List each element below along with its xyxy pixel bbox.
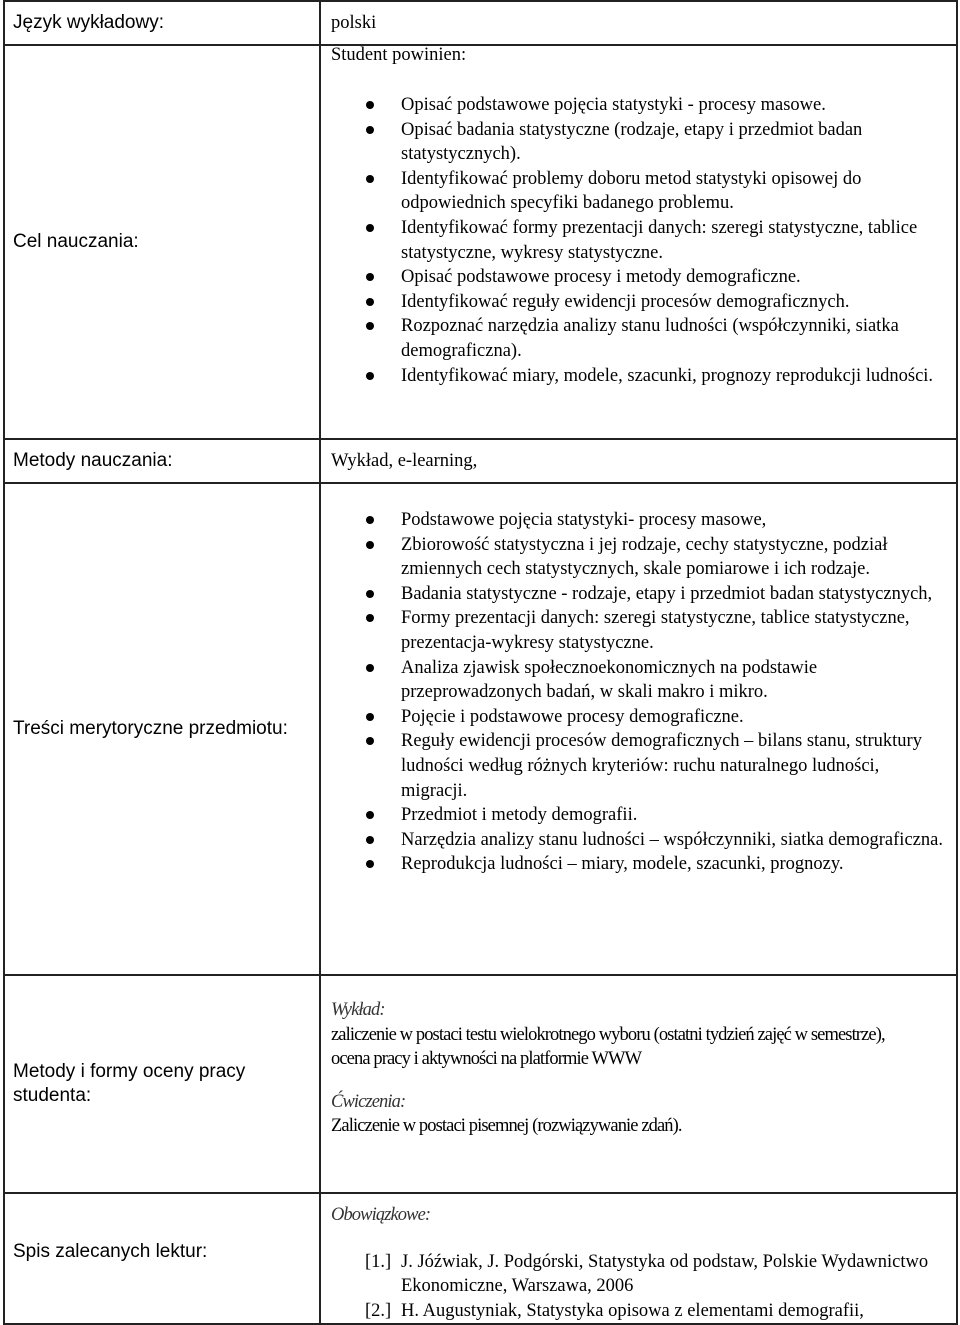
row-cel [4,45,957,439]
syllabus-table [3,0,958,1325]
list-item: Formy prezentacji danych: szeregi statystyczne, tablice statystyczne, prezentacja-wykresy statystyczne. [401,606,944,655]
value-cel [320,45,957,439]
ocena-wyklad-line1: zaliczenie w postaci testu wielokrotnego wyboru (ostatni tydzień zajęć w semestrze), [331,1024,885,1045]
tresci-list [331,508,944,877]
list-item: Identyfikować formy prezentacji danych: szeregi statystyczne, tablice statystyczne, wykresy statystyczne. [401,216,944,265]
list-item: Opisać podstawowe procesy i metody demograficzne. [401,265,944,290]
list-item: Reguły ewidencji procesów demograficznych – bilans stanu, struktury ludności według różnych kryteriów: ruchu naturalnego ludności, migracji. [401,729,944,803]
reference-number: [1.] [365,1251,392,1272]
ocena-wyklad-heading: Wykład: [331,1000,385,1020]
reference-item [365,1250,944,1299]
list-item: Identyfikować miary, modele, szacunki, prognozy reprodukcji ludności. [401,364,944,389]
list-item: Badania statystyczne - rodzaje, etapy i przedmiot badan statystycznych, [401,582,944,607]
cel-intro: Student powinien: [331,45,467,65]
list-item: Analiza zjawisk społecznoekonomicznych na podstawie przeprowadzonych badań, w skali makro i mikro. [401,656,944,705]
row-ocena [4,975,957,1193]
reference-text: H. Augustyniak, Statystyka opisowa z elementami demografii, [401,1300,864,1321]
row-tresci [4,483,957,975]
value-ocena [320,975,957,1193]
list-item: Narzędzia analizy stanu ludności – współczynniki, siatka demograficzna. [401,828,944,853]
list-item: Podstawowe pojęcia statystyki- procesy masowe, [401,508,944,533]
list-item: Opisać badania statystyczne (rodzaje, etapy i przedmiot badan statystycznych). [401,118,944,167]
ocena-cwiczenia-line: Zaliczenie w postaci pisemnej (rozwiązywanie zdań). [331,1116,682,1137]
list-item: Opisać podstawowe pojęcia statystyki - procesy masowe. [401,93,944,118]
label-lektury: Spis zalecanych lektur: [4,1193,320,1324]
value-metody: Wykład, e-learning, [320,439,957,483]
row-lektury [4,1193,957,1324]
list-item: Zbiorowość statystyczna i jej rodzaje, cechy statystyczne, podział zmiennych cech statystycznych, skale pomiarowe i ich rodzaje. [401,533,944,582]
list-item: Rozpoznać narzędzia analizy stanu ludności (współczynniki, siatka demograficzna). [401,314,944,363]
row-jezyk [4,1,957,45]
list-item: Reprodukcja ludności – miary, modele, szacunki, prognozy. [401,852,944,877]
list-item: Identyfikować problemy doboru metod statystyki opisowej do odpowiednich specyfiki badanego problemu. [401,167,944,216]
list-item: Przedmiot i metody demografii. [401,803,944,828]
list-item: Pojęcie i podstawowe procesy demograficzne. [401,705,944,730]
list-item: Identyfikować reguły ewidencji procesów demograficznych. [401,290,944,315]
value-tresci [320,483,957,975]
syllabus-sheet [3,0,958,1325]
label-cel: Cel nauczania: [4,45,320,439]
ocena-wyklad-line2: ocena pracy i aktywności na platformie WWW [331,1049,642,1070]
value-jezyk: polski [320,1,957,45]
value-lektury [320,1193,957,1324]
row-metody [4,439,957,483]
reference-text: J. Jóźwiak, J. Podgórski, Statystyka od podstaw, Polskie Wydawnictwo Ekonomiczne, Warszawa, 2006 [401,1251,929,1297]
label-tresci: Treści merytoryczne przedmiotu: [4,483,320,975]
lektury-heading: Obowiązkowe: [331,1205,431,1225]
ocena-cwiczenia-heading: Ćwiczenia: [331,1091,406,1112]
label-metody: Metody nauczania: [4,439,320,483]
label-ocena: Metody i formy oceny pracy studenta: [4,975,320,1193]
reference-number: [2.] [365,1300,392,1321]
cel-list [331,93,944,388]
lektury-list [331,1250,944,1324]
reference-item [365,1299,944,1324]
label-jezyk: Język wykładowy: [4,1,320,45]
